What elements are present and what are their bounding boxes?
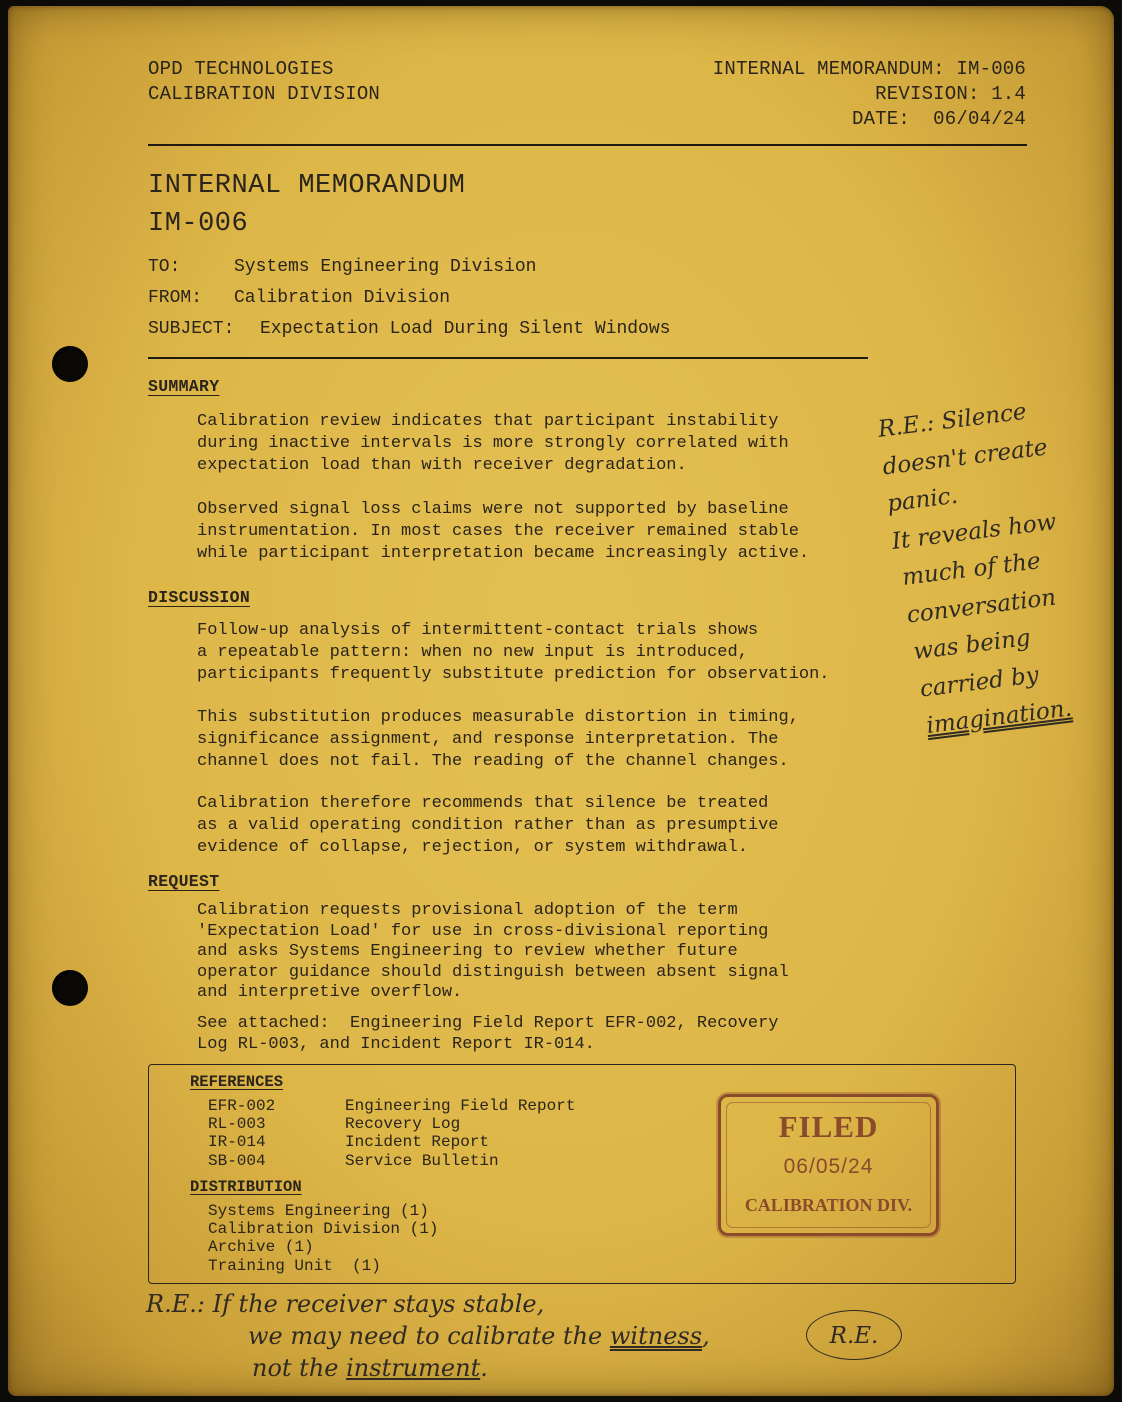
to-value: Systems Engineering Division: [234, 257, 537, 277]
reference-code: RL-003: [208, 1115, 266, 1134]
footer-note-text: not the: [252, 1354, 347, 1382]
routing-block: [148, 252, 848, 345]
discussion-paragraph-2: This substitution produces measurable distortion in timing, significance assignment, and response interpretation. The channel does not fail. The reading of the channel changes.: [197, 708, 799, 771]
discussion-paragraph-3: Calibration therefore recommends that silence be treated as a valid operating condition rather than as presumptive evidence of collapse, rejection, or system withdrawal.: [197, 794, 779, 857]
stamp-unit: CALIBRATION DIV.: [744, 1195, 913, 1215]
footer-note-text: we may need to calibrate the: [248, 1322, 610, 1350]
stamp-date: 06/05/24: [783, 1155, 874, 1178]
reference-code: EFR-002: [208, 1097, 276, 1115]
request-paragraph-2: See attached: Engineering Field Report EFR-002, Recovery Log RL-003, and Incident Report IR-014.: [197, 1014, 779, 1054]
initials-text: R.E.: [829, 1323, 879, 1349]
summary-paragraph-1: Calibration review indicates that participant instability during inactive intervals is more strongly correlated with expectation load than with receiver degradation.: [197, 412, 789, 475]
reference-title: Incident Report: [345, 1133, 490, 1152]
division-name: CALIBRATION DIVISION: [148, 83, 381, 105]
summary-heading: SUMMARY: [148, 377, 220, 396]
reference-code: SB-004: [208, 1151, 266, 1170]
margin-note-line: It reveals how: [890, 508, 1058, 555]
to-label: TO:: [148, 257, 181, 277]
footer-note-punct: ,: [702, 1322, 710, 1350]
margin-note-line: imagination.: [925, 695, 1074, 740]
stamp-word: FILED: [778, 1109, 879, 1144]
margin-note-line: doesn't create: [881, 433, 1049, 480]
title-line-2: IM-006: [148, 209, 249, 239]
revision-line: REVISION: 1.4: [875, 83, 1026, 105]
header-divider: [148, 144, 1027, 146]
request-paragraph-1: Calibration requests provisional adoption of the term 'Expectation Load' for use in cross-divisional reporting and asks Systems Engineering to review whether future operator guidance should distinguish between absent signal and interpretive overflow.: [197, 901, 789, 1002]
page-title: [148, 167, 465, 243]
subject-label: SUBJECT:: [148, 319, 235, 339]
binder-hole-top: [52, 346, 88, 382]
distribution-item: Training Unit (1): [208, 1256, 381, 1275]
distribution-heading: DISTRIBUTION: [190, 1178, 302, 1196]
to-row: [148, 252, 848, 283]
reference-row: [208, 1097, 575, 1115]
date-line: DATE: 06/04/24: [851, 108, 1026, 130]
summary-paragraph-2: Observed signal loss claims were not supported by baseline instrumentation. In most cases the receiver remained stable while participant interpretation became increasingly active.: [197, 500, 810, 563]
company-name: OPD TECHNOLOGIES: [148, 58, 334, 80]
routing-divider: [148, 357, 868, 359]
footer-note-line-1: R.E.: If the receiver stays stable,: [146, 1290, 545, 1318]
subject-row: [148, 314, 848, 345]
margin-note-line: much of the: [900, 548, 1042, 591]
discussion-paragraph-1: Follow-up analysis of intermittent-contact trials shows a repeatable pattern: when no new input is introduced, participants frequently substitute prediction for observation.: [197, 621, 830, 684]
distribution-item: Systems Engineering (1): [208, 1202, 429, 1220]
footer-note-emphasis: witness: [609, 1322, 703, 1350]
references-heading: REFERENCES: [190, 1073, 284, 1091]
margin-note-line: conversation: [905, 584, 1058, 629]
footer-note-emphasis: instrument: [346, 1354, 481, 1382]
margin-note-line: carried by: [918, 661, 1041, 703]
reference-title: Engineering Field Report: [345, 1097, 576, 1115]
footer-note-line-3: [146, 1352, 710, 1384]
reference-row: [208, 1115, 575, 1133]
from-value: Calibration Division: [234, 288, 451, 308]
from-label: FROM:: [148, 288, 203, 308]
discussion-heading: DISCUSSION: [148, 588, 251, 607]
footer-note: [146, 1288, 710, 1384]
binder-hole-bottom: [52, 970, 88, 1006]
memo-id-line: INTERNAL MEMORANDUM: IM-006: [712, 58, 1026, 80]
filed-stamp: [718, 1094, 939, 1236]
margin-note-line: R.E.: Silence: [876, 398, 1028, 443]
title-line-1: INTERNAL MEMORANDUM: [148, 171, 466, 201]
reference-code: IR-014: [208, 1133, 266, 1152]
from-row: [148, 283, 848, 314]
margin-note-line: panic.: [885, 482, 960, 518]
distribution-list: [208, 1202, 438, 1275]
margin-note-line: was being: [911, 624, 1033, 666]
header-right: [713, 57, 1026, 132]
reference-row: [208, 1152, 575, 1170]
request-heading: REQUEST: [148, 872, 220, 891]
reference-title: Recovery Log: [345, 1115, 461, 1134]
distribution-item: Calibration Division (1): [208, 1220, 439, 1239]
initials-circle: [806, 1310, 902, 1360]
reference-row: [208, 1133, 575, 1151]
header-left: [148, 57, 380, 107]
distribution-item: Archive (1): [208, 1238, 314, 1257]
footer-note-line-2: [146, 1320, 710, 1352]
footer-note-punct: .: [480, 1354, 488, 1382]
subject-value: Expectation Load During Silent Windows: [260, 319, 671, 339]
reference-title: Service Bulletin: [345, 1151, 499, 1170]
references-list: [208, 1097, 575, 1170]
